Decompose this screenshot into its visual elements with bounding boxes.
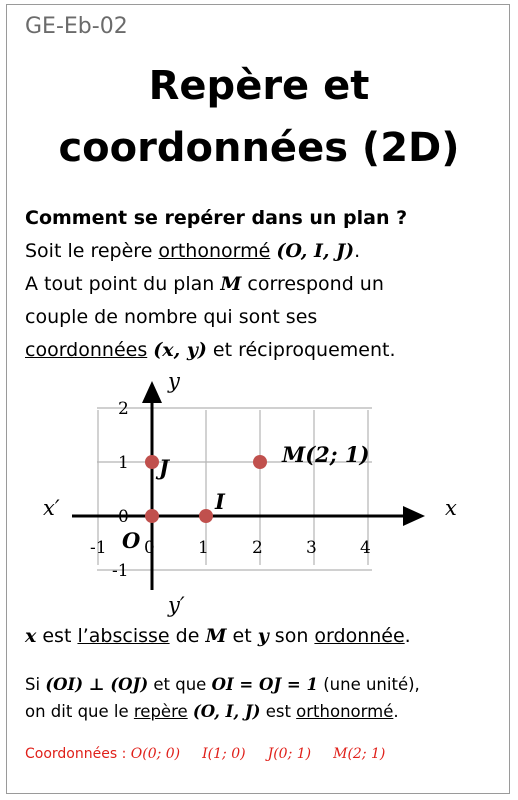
coords-label: Coordonnées : — [25, 746, 131, 762]
text: . — [404, 625, 411, 647]
math-repere: (O, I, J) — [276, 240, 355, 262]
page-title-line-1: Repère et — [148, 63, 370, 109]
y-axis-neg-label: y′ — [168, 593, 185, 617]
text: correspond un — [241, 273, 384, 295]
y-axis-arrow — [142, 381, 162, 403]
x-tick-label: -1 — [90, 538, 107, 558]
sheet-code: GE-Eb-02 — [25, 14, 128, 39]
x-tick-label: 1 — [198, 538, 209, 558]
math-m: M — [220, 273, 242, 295]
page-title-line-2: coordonnées (2D) — [58, 125, 460, 171]
x-tick-label: 3 — [306, 538, 317, 558]
text: de — [169, 625, 206, 647]
term-coordonnees: coordonnées — [25, 339, 148, 361]
intro-question: Comment se repérer dans un plan ? — [25, 207, 408, 229]
point-o — [145, 509, 159, 523]
text: on dit que le — [25, 702, 134, 721]
math-x: x — [25, 625, 37, 647]
x-tick-label: 2 — [252, 538, 263, 558]
y-tick-label: 0 — [118, 507, 129, 527]
term-abscisse: l’abscisse — [77, 625, 170, 647]
text: et réciproquement. — [206, 339, 396, 361]
coordinates-summary — [25, 746, 385, 762]
math-m: M — [205, 625, 227, 647]
label-i: I — [215, 489, 225, 514]
y-tick-label: 1 — [118, 453, 129, 473]
x-axis-label: x — [445, 496, 457, 520]
x-tick-label: 0 — [144, 538, 155, 558]
text: A tout point du plan — [25, 273, 221, 295]
y-axis-label: y — [168, 369, 180, 393]
term-orthonorme: orthonormé — [296, 702, 394, 721]
point-i — [199, 509, 213, 523]
text: . — [354, 240, 361, 262]
math-unit: OI = OJ = 1 — [211, 675, 318, 694]
rule-line-1 — [25, 672, 420, 698]
origin-label: O — [122, 528, 141, 553]
term-repere: repère — [133, 702, 188, 721]
text: Si — [25, 675, 46, 694]
text: son — [268, 625, 315, 647]
x-tick-label: 4 — [360, 538, 371, 558]
text: et que — [148, 675, 212, 694]
text: (une unité), — [317, 675, 420, 694]
label-j: J — [159, 455, 169, 480]
text: . — [393, 702, 399, 721]
point-j — [145, 455, 159, 469]
coord-o: O(0; 0) — [130, 746, 181, 762]
text: et — [226, 625, 258, 647]
text: est — [36, 625, 78, 647]
math-xy: (x, y) — [153, 339, 207, 361]
point-m — [253, 455, 267, 469]
label-m: M(2; 1) — [282, 442, 370, 467]
coord-m: M(2; 1) — [333, 746, 386, 762]
text: est — [260, 702, 297, 721]
rule-line-2 — [25, 699, 399, 725]
coord-i: I(1; 0) — [202, 746, 246, 762]
term-orthonorme: orthonormé — [158, 240, 271, 262]
x-axis-arrow — [403, 506, 425, 526]
math-y: y — [257, 625, 269, 647]
x-axis-neg-label: x′ — [43, 496, 60, 520]
math-perpendicular: (OI) ⊥ (OJ) — [45, 675, 149, 694]
y-tick-label: -1 — [112, 561, 129, 581]
intro-line-4: couple de nombre qui sont ses — [25, 306, 318, 328]
abscisse-sentence — [25, 620, 495, 653]
term-ordonnee: ordonnée — [314, 625, 405, 647]
y-tick-label: 2 — [118, 399, 129, 419]
text: Soit le repère — [25, 240, 159, 262]
coord-j: J(0; 1) — [267, 746, 312, 762]
math-repere: (O, I, J) — [192, 702, 261, 721]
